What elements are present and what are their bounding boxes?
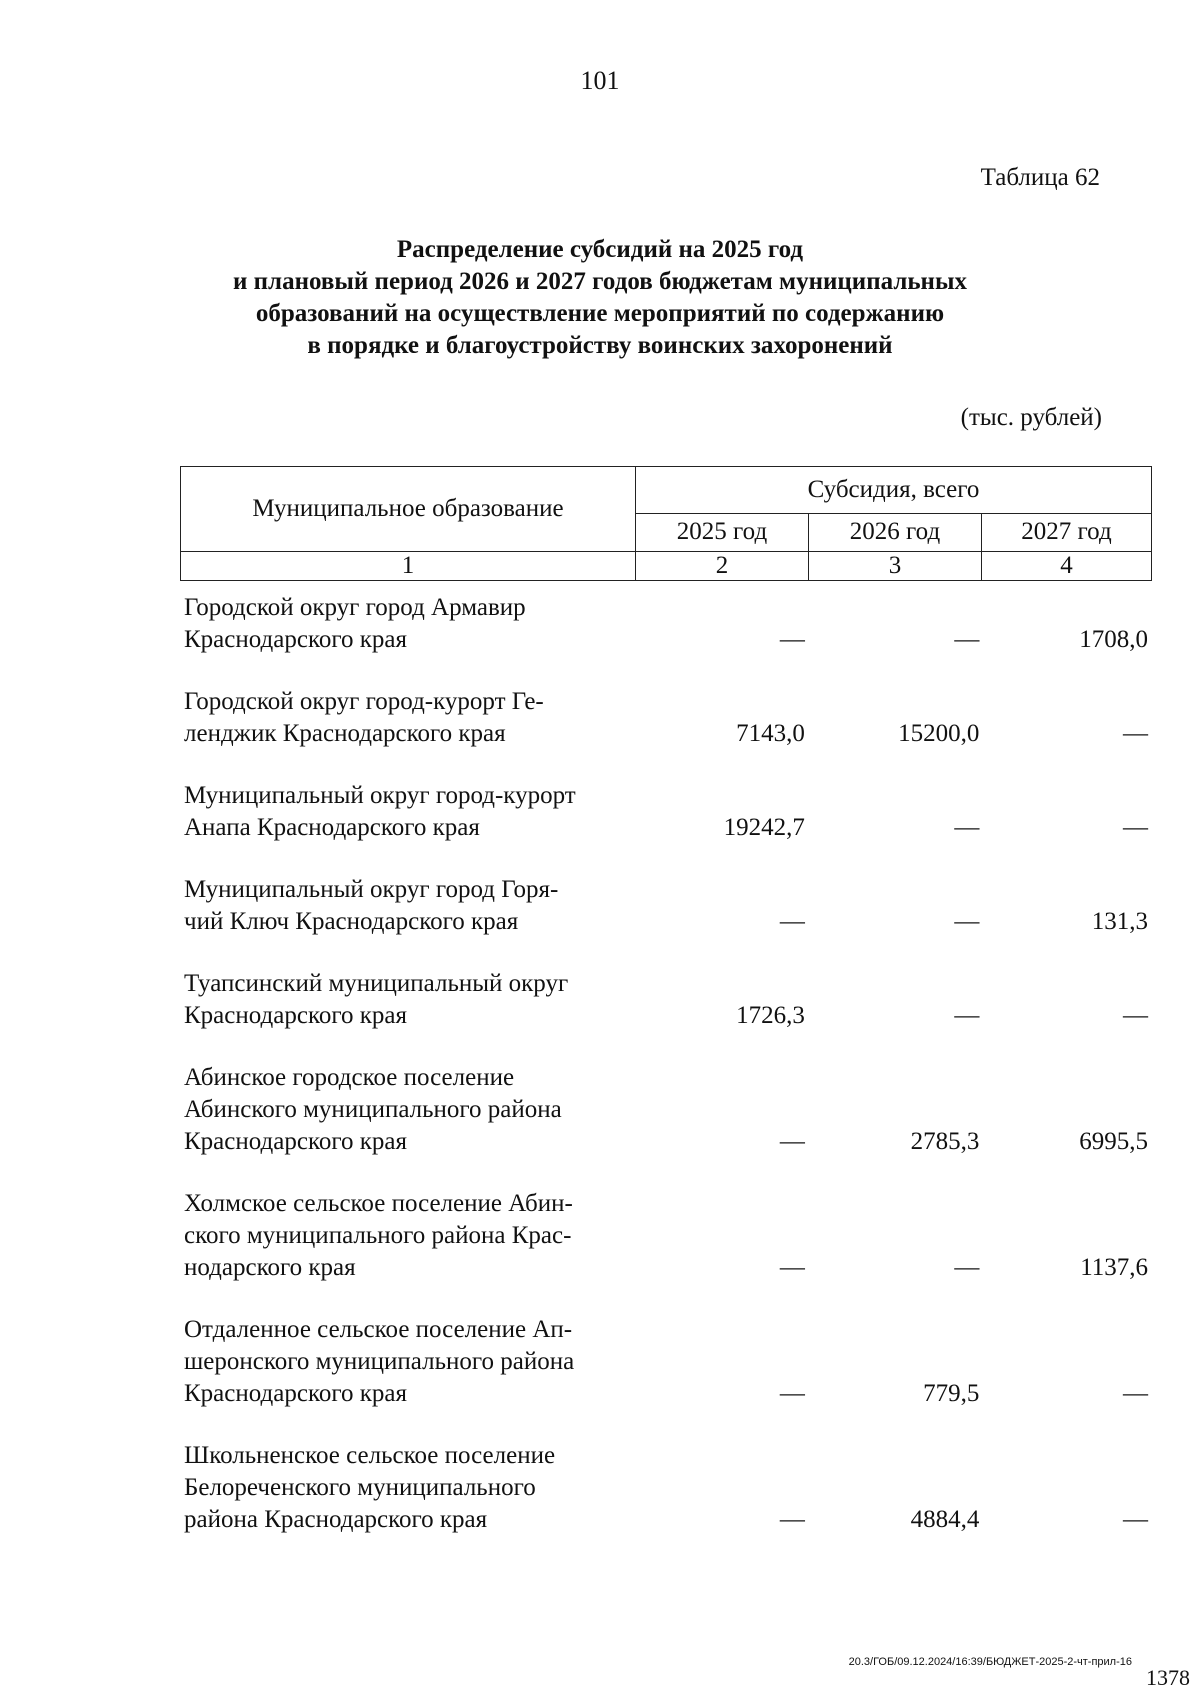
table-row <box>180 968 1152 1032</box>
name-line: района Краснодарского края <box>184 1506 488 1533</box>
value-2025: — <box>779 908 805 935</box>
name-line: Анапа Краснодарского края <box>184 814 480 841</box>
name-line: Краснодарского края <box>184 1128 407 1155</box>
name-line: Абинское городское поселение <box>184 1064 515 1091</box>
value-2027: — <box>1123 1002 1149 1029</box>
municipality-name <box>180 968 634 1032</box>
name-line: Краснодарского края <box>184 1380 407 1407</box>
name-line: ского муниципального района Крас- <box>184 1222 572 1249</box>
table-row <box>180 780 1152 844</box>
units-label: (тыс. рублей) <box>960 404 1102 431</box>
name-line: нодарского края <box>184 1254 356 1281</box>
column-number: 1 <box>181 552 636 581</box>
name-line: Туапсинский муниципальный округ <box>184 970 569 997</box>
name-line: Абинского муниципального района <box>184 1096 562 1123</box>
name-line: Школьненское сельское поселение <box>184 1442 556 1469</box>
municipality-name <box>180 1188 634 1284</box>
municipality-name <box>180 592 634 656</box>
table-row <box>180 1188 1152 1284</box>
name-line: ленджик Краснодарского края <box>184 720 506 747</box>
value-2027: 131,3 <box>1091 908 1149 935</box>
table-body <box>180 592 1152 1566</box>
municipality-name <box>180 686 634 750</box>
name-line: Муниципальный округ город-курорт <box>184 782 576 809</box>
name-line: Краснодарского края <box>184 1002 407 1029</box>
value-2026: — <box>954 814 980 841</box>
name-line: Холмское сельское поселение Абин- <box>184 1190 573 1217</box>
footer-page-number: 1378 <box>1146 1665 1190 1690</box>
name-line: Белореченского муниципального <box>184 1474 536 1501</box>
value-2027: 6995,5 <box>1079 1128 1149 1155</box>
municipality-name <box>180 1062 634 1158</box>
title-line: и плановый период 2026 и 2027 годов бюджетам муниципальных <box>233 268 967 295</box>
document-title <box>160 234 1040 362</box>
value-2025: — <box>779 626 805 653</box>
value-2025: — <box>779 1380 805 1407</box>
header-municipality: Муниципальное образование <box>181 467 636 552</box>
column-number: 2 <box>636 552 809 581</box>
value-2027: 1137,6 <box>1080 1254 1149 1281</box>
value-2026: 779,5 <box>923 1380 980 1407</box>
header-year-2025: 2025 год <box>636 513 809 551</box>
value-2027: — <box>1123 720 1149 747</box>
table-row <box>180 1062 1152 1158</box>
value-2026: — <box>954 626 980 653</box>
table-header <box>180 466 1152 581</box>
value-2026: — <box>954 908 980 935</box>
name-line: Городской округ город Армавир <box>184 594 526 621</box>
value-2026: — <box>954 1002 980 1029</box>
column-number: 4 <box>982 552 1152 581</box>
value-2026: 2785,3 <box>910 1128 980 1155</box>
municipality-name <box>180 780 634 844</box>
name-line: Муниципальный округ город Горя- <box>184 876 559 903</box>
page-number: 101 <box>580 66 620 95</box>
header-subsidy-total: Субсидия, всего <box>636 467 1152 514</box>
municipality-name <box>180 1314 634 1410</box>
table-row <box>180 592 1152 656</box>
name-line: Краснодарского края <box>184 626 407 653</box>
table-row <box>180 686 1152 750</box>
value-2025: — <box>779 1128 805 1155</box>
column-number: 3 <box>809 552 982 581</box>
value-2027: — <box>1123 814 1149 841</box>
header-year-2027: 2027 год <box>982 513 1152 551</box>
value-2026: — <box>954 1254 980 1281</box>
header-year-2026: 2026 год <box>809 513 982 551</box>
title-line: образований на осуществление мероприятий по содержанию <box>255 300 945 327</box>
table-row <box>180 874 1152 938</box>
table-label: Таблица 62 <box>980 164 1100 191</box>
value-2027: 1708,0 <box>1079 626 1149 653</box>
title-line: Распределение субсидий на 2025 год <box>396 236 804 263</box>
value-2025: 1726,3 <box>736 1002 805 1029</box>
table-row <box>180 1440 1152 1536</box>
municipality-name <box>180 874 634 938</box>
value-2027: — <box>1123 1506 1149 1533</box>
footer-document-code: 20.3/ГОБ/09.12.2024/16:39/БЮДЖЕТ-2025-2-чт-прил-16 <box>848 1656 1132 1668</box>
name-line: Городской округ город-курорт Ге- <box>184 688 544 715</box>
name-line: чий Ключ Краснодарского края <box>184 908 519 935</box>
value-2026: 15200,0 <box>898 720 980 747</box>
municipality-name <box>180 1440 634 1536</box>
value-2026: 4884,4 <box>910 1506 980 1533</box>
title-line: в порядке и благоустройству воинских захоронений <box>307 332 893 359</box>
name-line: шеронского муниципального района <box>184 1348 575 1375</box>
value-2027: — <box>1123 1380 1149 1407</box>
value-2025: — <box>779 1506 805 1533</box>
value-2025: 7143,0 <box>736 720 805 747</box>
value-2025: 19242,7 <box>723 814 805 841</box>
value-2025: — <box>779 1254 805 1281</box>
table-row <box>180 1314 1152 1410</box>
name-line: Отдаленное сельское поселение Ап- <box>184 1316 573 1343</box>
